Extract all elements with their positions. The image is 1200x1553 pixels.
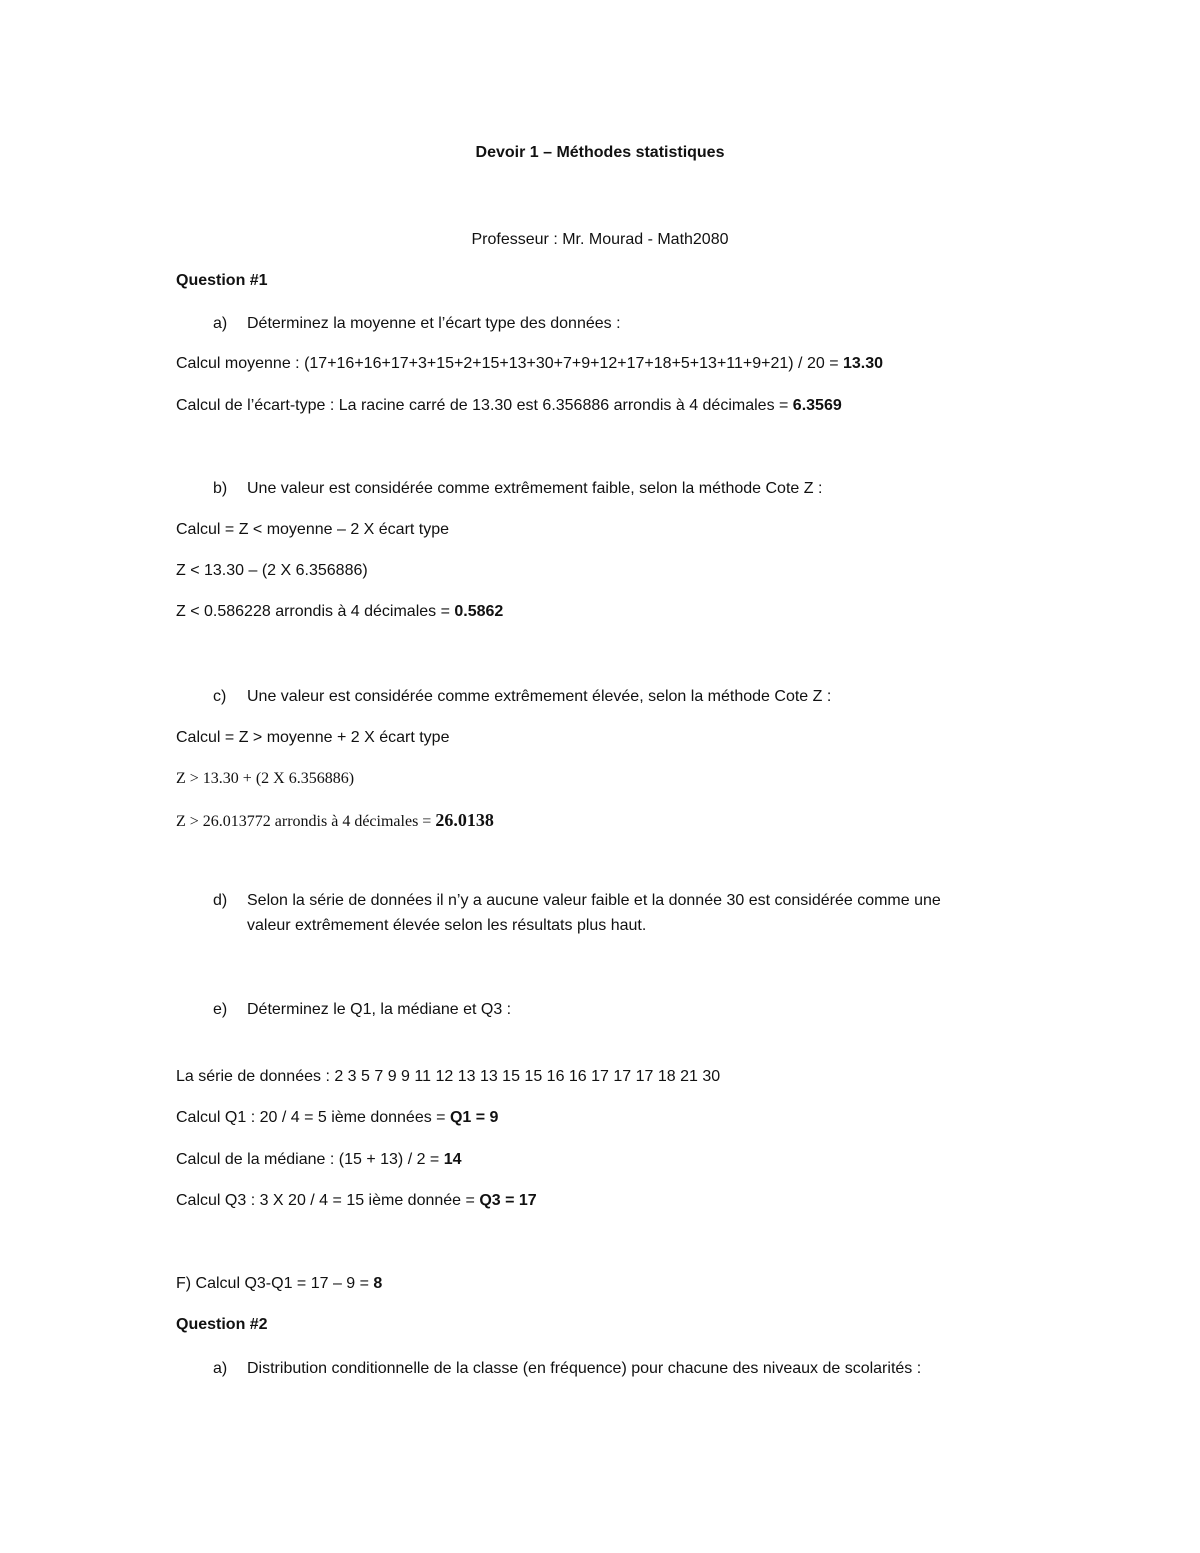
data-series: La série de données : 2 3 5 7 9 9 11 12 13 13 15 15 16 16 17 17 17 18 21 30 [176,1068,721,1085]
q1-result: Q1 = 9 [449,1109,499,1126]
q1-item-c [213,684,831,709]
document-title: Devoir 1 – Méthodes statistiques [475,144,725,161]
professor-line: Professeur : Mr. Mourad - Math2080 [471,231,729,248]
sd-result: 6.3569 [792,397,842,414]
q1-item-d-text [247,888,941,938]
q1-item-b [213,476,822,501]
low-z-formula: Calcul = Z < moyenne – 2 X écart type [176,521,450,538]
q3-calculation-text: Calcul Q3 : 3 X 20 / 4 = 15 ième donnée = [176,1192,480,1209]
median-calculation [176,1150,462,1170]
q1-item-d [213,888,941,938]
q1-item-e [213,997,511,1022]
low-z-result-line [176,602,503,622]
low-z-substitution: Z < 13.30 – (2 X 6.356886) [176,562,368,579]
q3-calculation [176,1191,537,1211]
high-z-result: 26.0138 [435,810,494,830]
q3-result: Q3 = 17 [479,1192,537,1209]
question-2-heading: Question #2 [176,1316,268,1333]
q1-item-a-text: Déterminez la moyenne et l’écart type des données : [247,315,621,332]
sd-calculation [176,396,842,416]
q1-calculation-text: Calcul Q1 : 20 / 4 = 5 ième données = [176,1109,450,1126]
q1-item-d-marker: d) [213,892,228,909]
q2-item-a-marker: a) [213,1360,228,1377]
q2-item-a-text: Distribution conditionnelle de la classe (en fréquence) pour chacune des niveaux de scolarités : [247,1360,922,1377]
q1-calculation [176,1108,498,1128]
question-1-heading: Question #1 [176,272,268,289]
median-result: 14 [443,1151,462,1168]
iqr-calculation [176,1274,382,1294]
iqr-calculation-text: F) Calcul Q3-Q1 = 17 – 9 = [176,1275,374,1292]
low-z-result: 0.5862 [454,603,504,620]
q1-item-d-line-2: valeur extrêmement élevée selon les résultats plus haut. [247,917,647,934]
high-z-result-text: Z > 26.013772 arrondis à 4 décimales = [176,813,436,830]
q1-item-c-marker: c) [213,688,227,705]
q2-item-a [213,1356,921,1381]
high-z-substitution: Z > 13.30 + (2 X 6.356886) [176,770,355,787]
high-z-result-line [176,810,494,832]
low-z-result-text: Z < 0.586228 arrondis à 4 décimales = [176,603,455,620]
q1-item-e-marker: e) [213,1001,228,1018]
mean-result: 13.30 [842,355,884,372]
iqr-result: 8 [373,1275,383,1292]
high-z-formula: Calcul = Z > moyenne + 2 X écart type [176,729,450,746]
q1-item-a [213,311,621,336]
median-calculation-text: Calcul de la médiane : (15 + 13) / 2 = [176,1151,444,1168]
q1-item-b-marker: b) [213,480,228,497]
q1-item-e-text: Déterminez le Q1, la médiane et Q3 : [247,1001,512,1018]
q1-item-d-line-1: Selon la série de données il n’y a aucune valeur faible et la donnée 30 est considérée comme une [247,892,941,909]
q1-item-b-text: Une valeur est considérée comme extrêmement faible, selon la méthode Cote Z : [247,480,823,497]
q1-item-c-text: Une valeur est considérée comme extrêmement élevée, selon la méthode Cote Z : [247,688,832,705]
q1-item-a-marker: a) [213,315,228,332]
mean-calculation [176,354,883,374]
sd-calculation-text: Calcul de l’écart-type : La racine carré de 13.30 est 6.356886 arrondis à 4 décimales = [176,397,793,414]
mean-calculation-text: Calcul moyenne : (17+16+16+17+3+15+2+15+13+30+7+9+12+17+18+5+13+11+9+21) / 20 = [176,355,843,372]
